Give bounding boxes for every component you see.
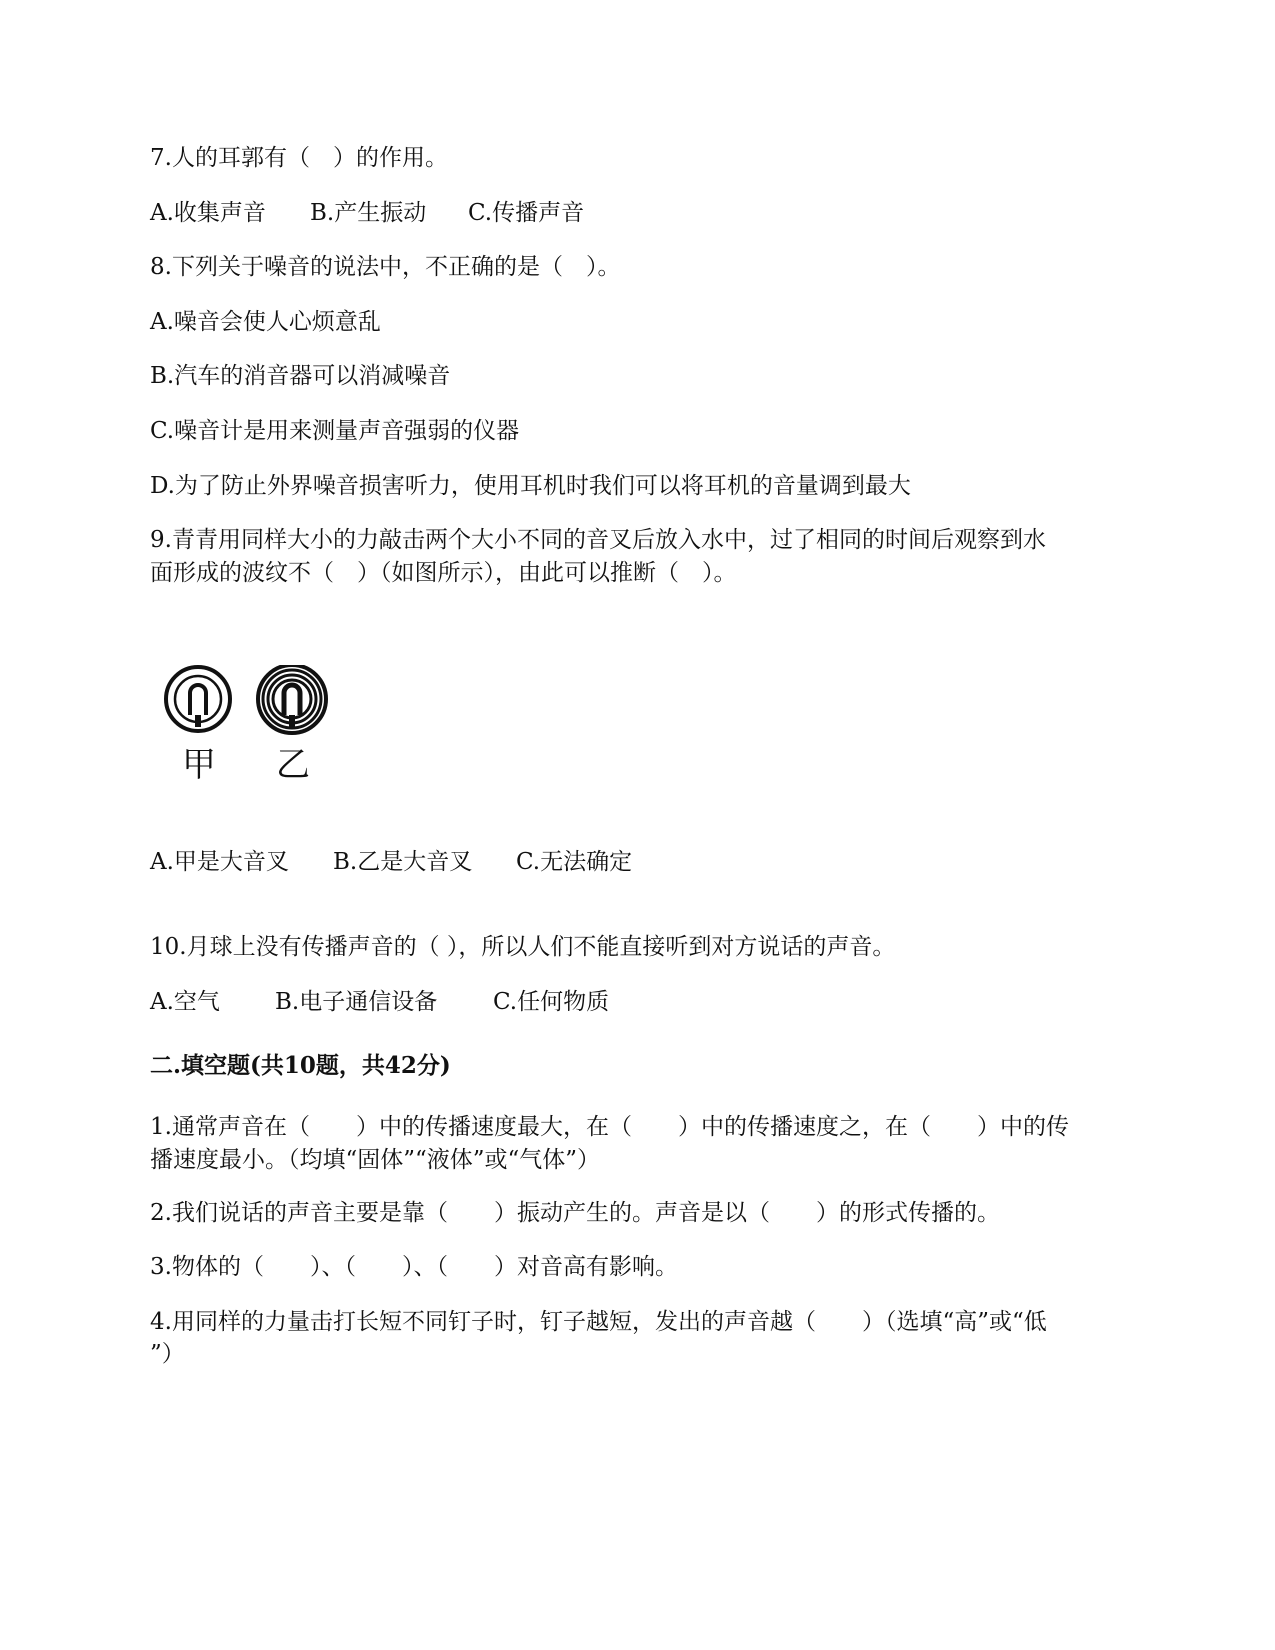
q8-question: 8.下列关于噪音的说法中，不正确的是（ ）。: [150, 254, 621, 280]
q8-option-d: D.为了防止外界噪音损害听力，使用耳机时我们可以将耳机的音量调到最大: [150, 473, 911, 499]
fill1-line1: 1.通常声音在（ ）中的传播速度最大，在（ ）中的传播速度之，在（ ）中的传: [150, 1114, 1069, 1140]
q10-option-b: B.电子通信设备: [275, 989, 438, 1015]
q9-question-line2: 面形成的波纹不（ ）（如图所示），由此可以推断（ ）。: [150, 560, 737, 586]
q10-question: 10.月球上没有传播声音的（ ），所以人们不能直接听到对方说话的声音。: [150, 934, 896, 960]
q9-figure: [160, 665, 350, 815]
q7-question: 7.人的耳郭有（ ）的作用。: [150, 145, 448, 171]
fill3-text: 3.物体的（ ）、（ ）、（ ）对音高有影响。: [150, 1254, 678, 1280]
ripple-left: [166, 667, 230, 731]
q9-option-c: C.无法确定: [516, 849, 633, 875]
ripple-right: [258, 665, 326, 733]
q7-option-a: A.收集声音: [150, 200, 266, 226]
q10-option-a: A.空气: [150, 989, 220, 1015]
q9-option-a: A.甲是大音叉: [150, 849, 289, 875]
q9-question-line1: 9.青青用同样大小的力敲击两个大小不同的音叉后放入水中，过了相同的时间后观察到水: [150, 527, 1046, 553]
q9-options: [150, 845, 632, 879]
q7-option-c: C.传播声音: [468, 200, 585, 226]
figure-label-jia: 甲: [182, 745, 216, 785]
q8-option-c: C.噪音计是用来测量声音强弱的仪器: [150, 418, 520, 444]
section-title: 二.填空题(共10题，共42分): [150, 1052, 451, 1079]
q10-options: [150, 985, 609, 1019]
q10-option-c: C.任何物质: [493, 989, 610, 1015]
fill2-text: 2.我们说话的声音主要是靠（ ）振动产生的。声音是以（ ）的形式传播的。: [150, 1200, 1000, 1226]
q7-options: [150, 196, 584, 230]
tuning-fork-ripple-icon: [160, 665, 350, 735]
q8-option-a: A.噪音会使人心烦意乱: [150, 309, 381, 335]
q8-option-b: B.汽车的消音器可以消减噪音: [150, 363, 451, 389]
q7-option-b: B.产生振动: [310, 200, 427, 226]
q9-option-b: B.乙是大音叉: [333, 849, 473, 875]
fill4-line1: 4.用同样的力量击打长短不同钉子时，钉子越短，发出的声音越（ ）（选填“高”或“低: [150, 1309, 1047, 1335]
figure-label-yi: 乙: [276, 745, 310, 785]
fill4-line2: ”）: [150, 1341, 185, 1367]
fill1-line2: 播速度最小。（均填“固体”“液体”或“气体”）: [150, 1147, 601, 1173]
